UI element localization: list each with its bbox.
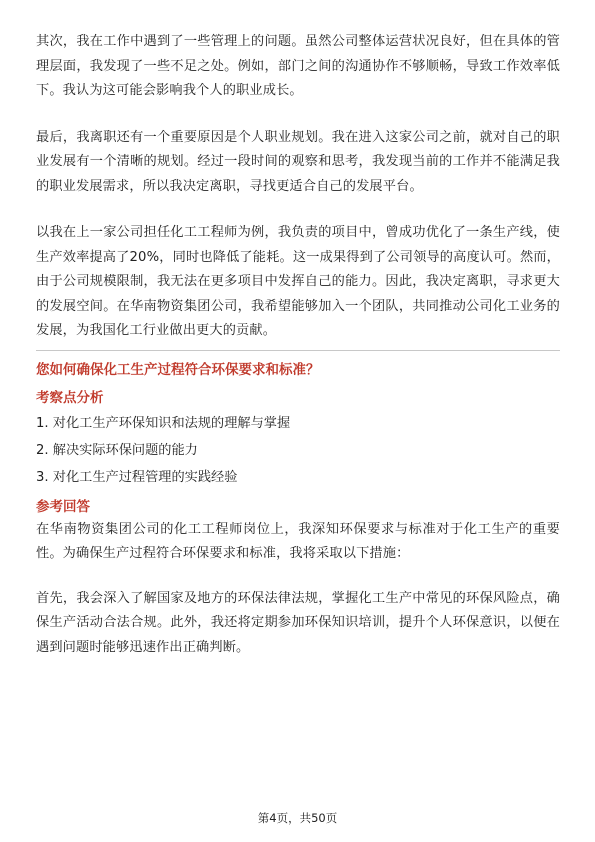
section-divider: [36, 350, 560, 351]
answer-paragraph: 首先，我会深入了解国家及地方的环保法律法规，掌握化工生产中常见的环保风险点，确保生产活动合法合规。此外，我还将定期参加环保知识培训，提升个人环保意识，以便在遇到问题时能够迅速作出正确判断。: [36, 590, 560, 655]
analysis-heading: 考察点分析: [36, 389, 104, 406]
list-item: 3. 对化工生产过程管理的实践经验: [36, 469, 238, 485]
interview-question: 您如何确保化工生产过程符合环保要求和标准？: [36, 361, 320, 378]
page-content: [36, 30, 560, 660]
page-number: 第4页，共50页: [257, 811, 338, 825]
list-item: 1. 对化工生产环保知识和法规的理解与掌握: [36, 415, 291, 431]
answer-paragraph: 在华南物资集团公司的化工工程师岗位上，我深知环保要求与标准对于化工生产的重要性。为确保生产过程符合环保要求和标准，我将采取以下措施：: [36, 521, 560, 561]
body-paragraph: 最后，我离职还有一个重要原因是个人职业规划。我在进入这家公司之前，就对自己的职业发展有一个清晰的规划。经过一段时间的观察和思考，我发现当前的工作并不能满足我的职业发展需求，所以我决定离职，寻找更适合自己的发展平台。: [36, 129, 560, 194]
list-item: 2. 解决实际环保问题的能力: [36, 442, 198, 458]
body-paragraph: 以我在上一家公司担任化工工程师为例，我负责的项目中，曾成功优化了一条生产线，使生产效率提高了20%，同时也降低了能耗。这一成果得到了公司领导的高度认可。然而，由于公司规模限制，我无法在更多项目中发挥自己的能力。因此，我决定离职，寻求更大的发展空间。在华南物资集团公司，我希望能够加入一个团队，共同推动公司化工业务的发展，为我国化工行业做出更大的贡献。: [36, 225, 560, 338]
body-paragraph: 其次，我在工作中遇到了一些管理上的问题。虽然公司整体运营状况良好，但在具体的管理层面，我发现了一些不足之处。例如，部门之间的沟通协作不够顺畅，导致工作效率低下。我认为这可能会影响我个人的职业成长。: [36, 34, 560, 98]
analysis-list: [36, 411, 560, 492]
answer-heading: 参考回答: [36, 498, 90, 515]
